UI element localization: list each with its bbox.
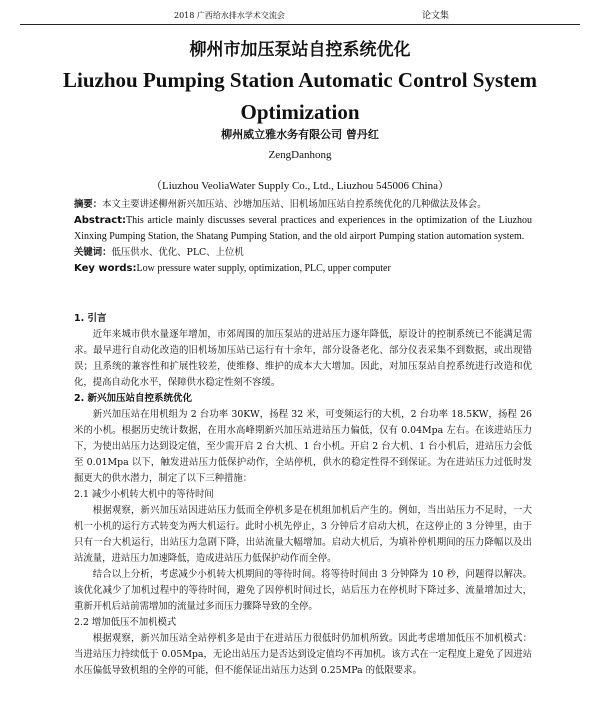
abstract-en-text: This article mainly discusses several practices and experiences in the optimization of the Liuzhou Xinxing Pumping Station, the Shatang Pumping Station, and the old airport Pumping station automation system. [74,215,532,242]
section-2-2-paragraph: 根据观察，新兴加压站全站停机多是由于在进站压力很低时仍加机所致。因此考虑增加低压不加机模式：当进站压力持续低于 0.05Mpa，无论出站压力是否达到设定值均不再加机。该方式在一定程度上避免了因进站水压偏低导致机组的全停的可能，但不能保证出站压力达到 0.25MPa 的低限要求。 [74,633,532,676]
keywords-en-label: Key words: [74,263,137,274]
header-section: 论文集 [422,11,450,21]
author-english: ZengDanhong [268,149,332,161]
section-2-1-heading: 2.1 减少小机转大机中的等待时间 [74,489,214,500]
author-chinese: 柳州威立雅水务有限公司 曾丹红 [221,128,379,141]
keywords-cn-label: 关键词： [74,247,112,258]
abstract-block [74,197,532,277]
section-2-paragraph: 新兴加压站在用机组为 2 台功率 30KW，扬程 32 米，可变频运行的大机，2 台功率 18.5KW，扬程 26 米的小机。根据历史统计数据，在用水高峰期新兴加压站进站压力偏低，仅有 0.04Mpa 左右。在该进站压力下，为使出站压力达到设定值，至少需开启 2 台大机、1 台小机。开启 2 台大机、1 台小机后，进站压力会低至 0.01Mpa 以下，触发进站压力低保护动作，全站停机，供水的稳定性得不到保证。为在进站压力过低时发掘更大的供水潜力，制定了以下三种措施： [74,409,532,484]
abstract-cn-label: 摘要： [74,199,103,210]
abstract-en [74,213,532,245]
section-2-1-paragraph-2: 结合以上分析，考虑减少小机转大机期间的等待时间。将等待时间由 3 分钟降为 10 秒，问题得以解决。该优化减少了加机过程中的等待时间，避免了因停机时间过长，站后压力在停机时下降过多、流量增加过大，重新开机后站前需增加的流量过多而压力骤降导致的全停。 [74,569,532,612]
main-text [74,311,532,679]
title-chinese: 柳州市加压泵站自控系统优化 [189,40,411,60]
keywords-en [74,261,532,277]
header-conference: 2018 广西给水排水学术交流会 [174,11,285,20]
affiliation-english: （Liuzhou VeoliaWater Supply Co., Ltd., Liuzhou 545006 China） [150,180,449,192]
section-2-1-paragraph-1: 根据观察，新兴加压站因进站压力低而全停机多是在机组加机后产生的。例如，当出站压力不足时，一大机一小机的运行方式转变为两大机运行。此时小机先停止，3 分钟后才启动大机，在这停止的 3 分钟里，由于只有一台大机运行，出站压力急剧下降，出站流量大幅增加。启动大机后，为填补停机期间的压力降幅以及出站流量，进站压力加速降低，造成进站压力低保护动作而全停。 [74,505,532,564]
section-1-heading: 1. 引言 [74,313,107,324]
section-2-2-heading: 2.2 增加低压不加机模式 [74,617,177,628]
abstract-en-label: Abstract: [74,215,127,226]
keywords-en-text: Low pressure water supply, optimization, PLC, upper computer [136,263,391,274]
abstract-cn-text: 本文主要讲述柳州新兴加压站、沙塘加压站、旧机场加压站自控系统优化的几种做法及体会。 [102,199,487,210]
section-2-heading: 2. 新兴加压站自控系统优化 [74,393,193,404]
title-english: Liuzhou Pumping Station Automatic Control System Optimization [63,68,537,124]
keywords-cn-text: 低压供水、优化、PLC、上位机 [111,247,244,258]
abstract-cn [74,197,532,213]
section-1-paragraph: 近年来城市供水量逐年增加，市郊周围的加压泵站的进站压力逐年降低，原设计的控制系统已不能满足需求。最早进行自动化改造的旧机场加压站已运行有十余年，部分设备老化、部分仪表采集不到数据，或出现错误；且系统的兼容性和扩展性较差，使维修、维护的成本大大增加。因此，对加压泵站自控系统进行改造和优化，提高自动化水平，保障供水稳定性刻不容缓。 [74,329,532,388]
keywords-cn [74,245,532,261]
running-header [20,8,580,25]
